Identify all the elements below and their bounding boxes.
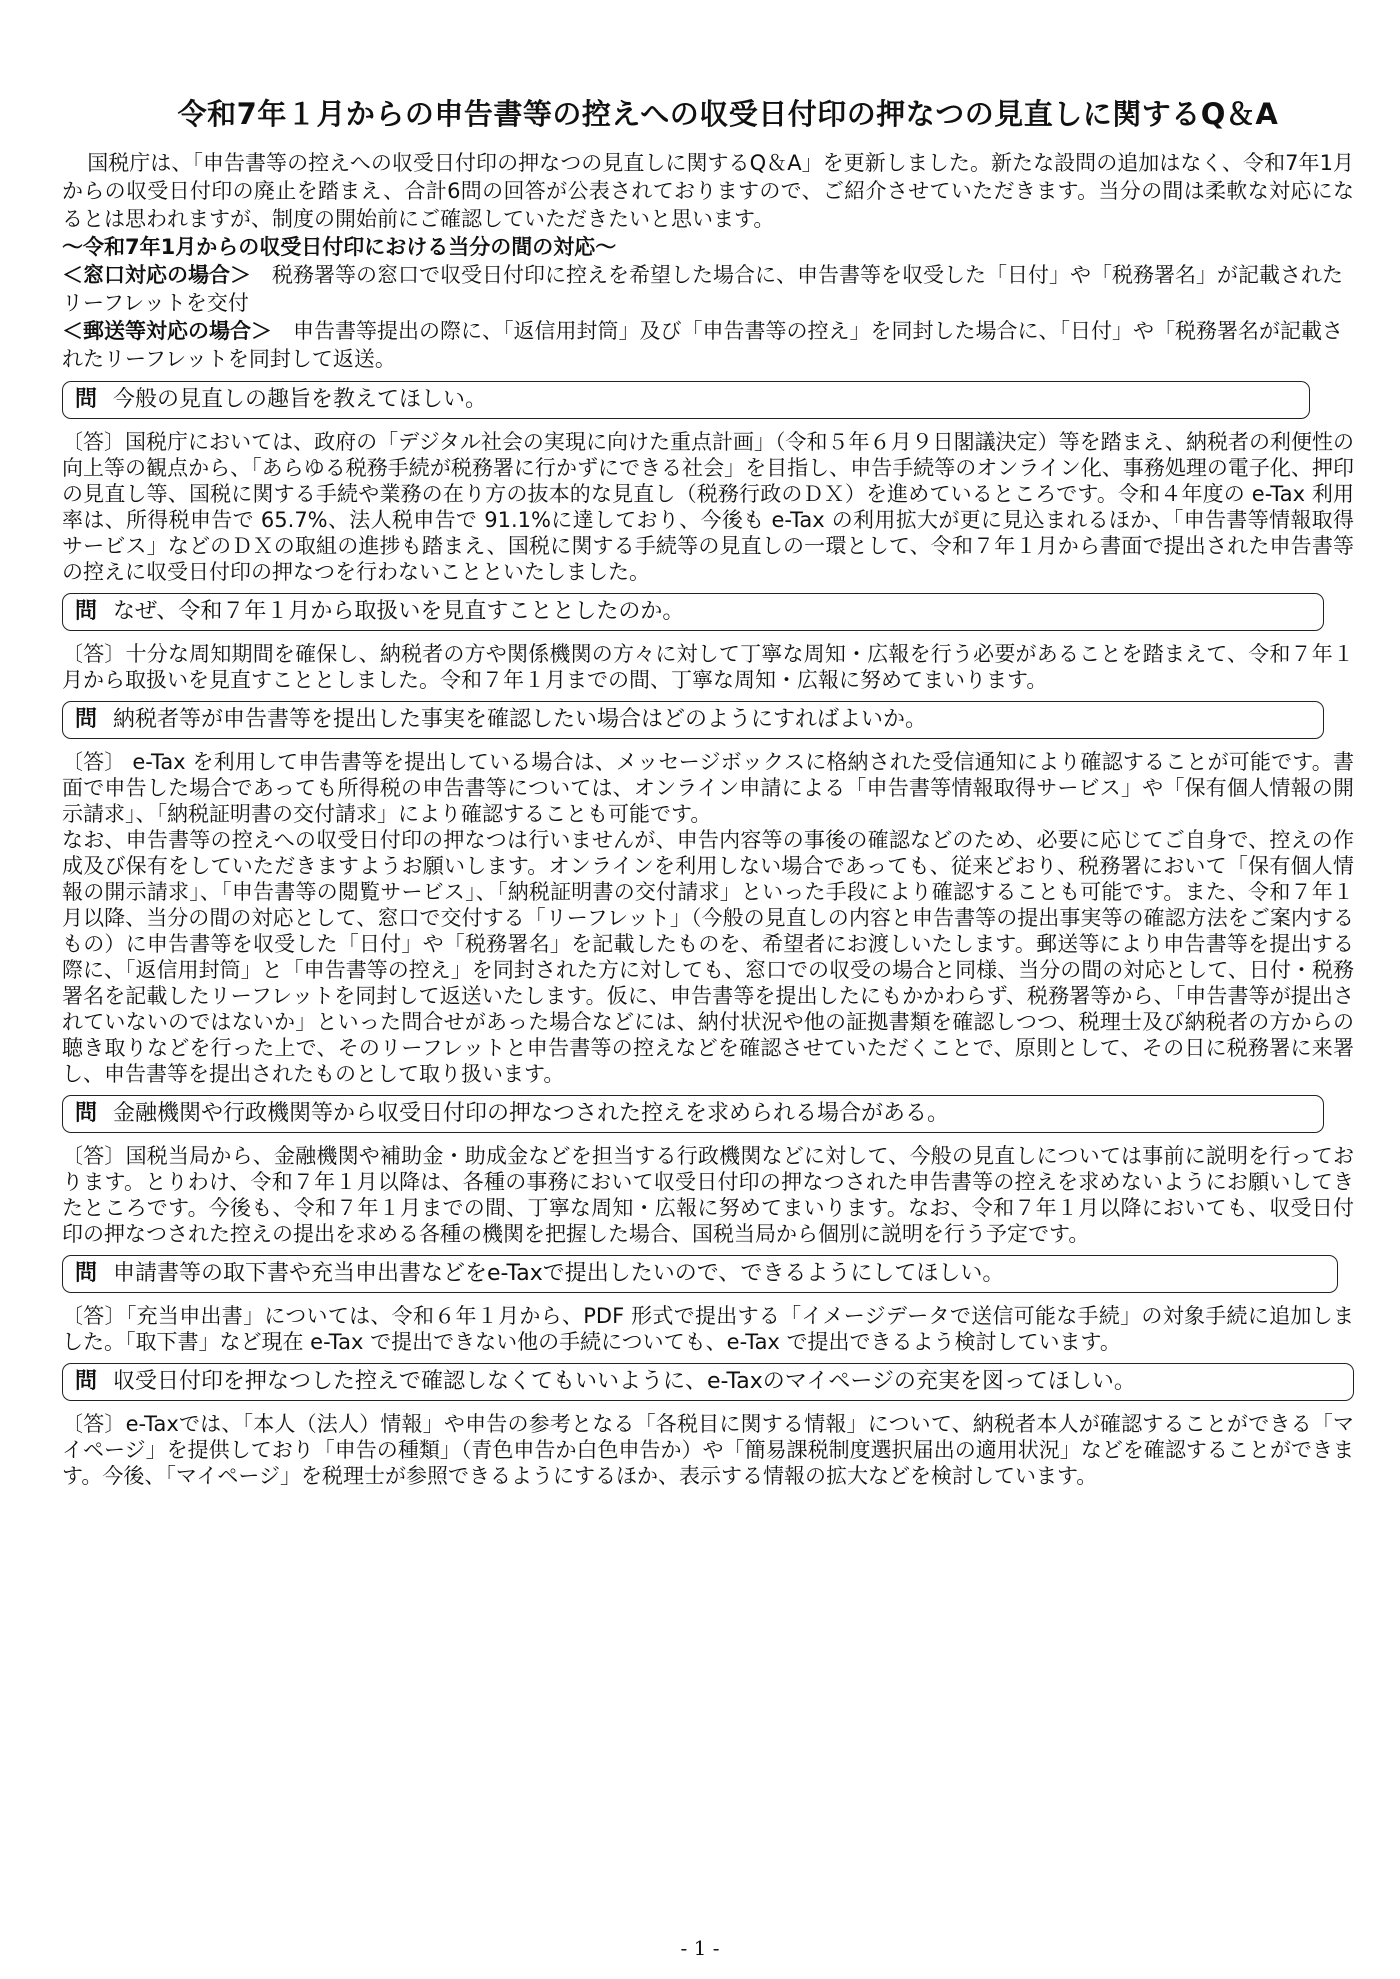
answer-text: 〔答〕e-Taxでは、「本人（法人）情報」や申告の参考となる「各税目に関する情報」について、納税者本人が確認することができる「マイページ」を提供しており「申告の種類」（青色申告か白色申告か）や「簡易課税制度選択届出の適用状況」などを確認することができます。今後、「マイページ」を税理士が参照できるようにするほか、表示する情報の拡大などを検討しています。 bbox=[62, 1412, 1354, 1488]
question-box bbox=[62, 1095, 1324, 1133]
question-mark: 問 bbox=[75, 1101, 98, 1126]
document-page bbox=[62, 92, 1354, 1495]
counter-case bbox=[62, 261, 1354, 317]
question-mark: 問 bbox=[75, 387, 98, 412]
page-number: - 1 - bbox=[680, 1936, 720, 1960]
question-box bbox=[62, 1255, 1338, 1293]
answer-text: 〔答〕「充当申出書」については、令和６年１月から、PDF 形式で提出する「イメージデータで送信可能な手続」の対象手続に追加しました。「取下書」など現在 e-Tax で提出できない他の手続についても、e-Tax で提出できるよう検討しています。 bbox=[62, 1304, 1354, 1354]
document-title: 令和7年１月からの申告書等の控えへの収受日付印の押なつの見直しに関するQ＆A bbox=[177, 97, 1279, 131]
answer-text: 〔答〕国税当局から、金融機関や補助金・助成金などを担当する行政機関などに対して、今般の見直しについては事前に説明を行っております。とりわけ、令和７年１月以降は、各種の事務において収受日付印の押なつされた申告書等の控えを求めないようにお願いしてきたところです。今後も、令和７年１月までの間、丁寧な周知・広報に努めてまいります。なお、令和７年１月以降においても、収受日付印の押なつされた控えの提出を求める各種の機関を把握した場合、国税当局から個別に説明を行う予定です。 bbox=[62, 1144, 1354, 1246]
question-mark: 問 bbox=[75, 599, 98, 624]
question-text: 収受日付印を押なつした控えで確認しなくてもいいように、e-Taxのマイページの充実を図ってほしい。 bbox=[113, 1369, 1136, 1394]
case-text: 申告書等提出の際に、「返信用封筒」及び「申告書等の控え」を同封した場合に、「日付」や「税務署名が記載されたリーフレットを同封して返送。 bbox=[62, 319, 1343, 371]
question-text: 今般の見直しの趣旨を教えてほしい。 bbox=[113, 387, 488, 412]
question-box bbox=[62, 381, 1310, 419]
question-mark: 問 bbox=[75, 1369, 98, 1394]
interim-measures-heading: ～令和7年1月からの収受日付印における当分の間の対応～ bbox=[62, 235, 617, 259]
intro-paragraph: 国税庁は、「申告書等の控えへの収受日付印の押なつの見直しに関するQ＆A」を更新しました。新たな設問の追加はなく、令和7年1月からの収受日付印の廃止を踏まえ、合計6問の回答が公表されておりますので、ご紹介させていただきます。当分の間は柔軟な対応になるとは思われますが、制度の開始前にご確認していただきたいと思います。 bbox=[62, 151, 1354, 231]
question-text: なぜ、令和７年１月から取扱いを見直すこととしたのか。 bbox=[113, 599, 685, 624]
answer-text: 〔答〕国税庁においては、政府の「デジタル社会の実現に向けた重点計画」（令和５年６月９日閣議決定）等を踏まえ、納税者の利便性の向上等の観点から、「あらゆる税務手続が税務署に行かずにできる社会」を目指し、申告手続等のオンライン化、事務処理の電子化、押印の見直し等、国税に関する手続や業務の在り方の抜本的な見直し（税務行政のＤＸ）を進めているところです。令和４年度の e-Tax 利用率は、所得税申告で 65.7%、法人税申告で 91.1%に達しており、今後も e-Tax の利用拡大が更に見込まれるほか、「申告書等情報取得サービス」などのＤＸの取組の進捗も踏まえ、国税に関する手続等の見直しの一環として、令和７年１月から書面で提出された申告書等の控えに収受日付印の押なつを行わないことといたしました。 bbox=[62, 430, 1354, 584]
question-text: 申請書等の取下書や充当申出書などをe-Taxで提出したいので、できるようにしてほしい。 bbox=[113, 1261, 1005, 1286]
question-text: 金融機関や行政機関等から収受日付印の押なつされた控えを求められる場合がある。 bbox=[113, 1101, 950, 1126]
answer-text: なお、申告書等の控えへの収受日付印の押なつは行いませんが、申告内容等の事後の確認などのため、必要に応じてご自身で、控えの作成及び保有をしていただきますようお願いします。オンラインを利用しない場合であっても、従来どおり、税務署において「保有個人情報の開示請求」、「申告書等の閲覧サービス」、「納税証明書の交付請求」といった手段により確認することも可能です。また、令和７年１月以降、当分の間の対応として、窓口で交付する「リーフレット」（今般の見直しの内容と申告書等の提出事実等の確認方法をご案内するもの）に申告書等を収受した「日付」や「税務署名」を記載したものを、希望者にお渡しいたします。郵送等により申告書等を提出する際に、「返信用封筒」と「申告書等の控え」を同封された方に対しても、窓口での収受の場合と同様、当分の間の対応として、日付・税務署名を記載したリーフレットを同封して返送いたします。仮に、申告書等を提出したにもかかわらず、税務署等から、「申告書等が提出されていないのではないか」といった問合せがあった場合などには、納付状況や他の証拠書類を確認しつつ、税理士及び納税者の方からの聴き取りなどを行った上で、そのリーフレットと申告書等の控えなどを確認させていただくことで、原則として、その日に税務署に来署し、申告書等を提出されたものとして取り扱います。 bbox=[62, 828, 1354, 1086]
case-label: ＜郵送等対応の場合＞ bbox=[62, 319, 272, 343]
mail-case bbox=[62, 317, 1354, 373]
question-mark: 問 bbox=[75, 707, 98, 732]
question-text: 納税者等が申告書等を提出した事実を確認したい場合はどのようにすればよいか。 bbox=[113, 707, 928, 732]
answer-text: 〔答〕 e-Tax を利用して申告書等を提出している場合は、メッセージボックスに格納された受信通知により確認することが可能です。書面で申告した場合であっても所得税の申告書等については、オンライン申請による「申告書等情報取得サービス」や「保有個人情報の開示請求」、「納税証明書の交付請求」により確認することも可能です。 bbox=[62, 750, 1354, 826]
question-box bbox=[62, 1363, 1354, 1401]
answer-text: 〔答〕十分な周知期間を確保し、納税者の方や関係機関の方々に対して丁寧な周知・広報を行う必要があることを踏まえて、令和７年１月から取扱いを見直すこととしました。令和７年１月までの間、丁寧な周知・広報に努めてまいります。 bbox=[62, 642, 1354, 692]
question-mark: 問 bbox=[75, 1261, 98, 1286]
case-text: 税務署等の窓口で収受日付印に控えを希望した場合に、申告書等を収受した「日付」や「税務署名」が記載されたリーフレットを交付 bbox=[62, 263, 1343, 315]
question-box bbox=[62, 701, 1324, 739]
question-box bbox=[62, 593, 1324, 631]
case-label: ＜窓口対応の場合＞ bbox=[62, 263, 251, 287]
